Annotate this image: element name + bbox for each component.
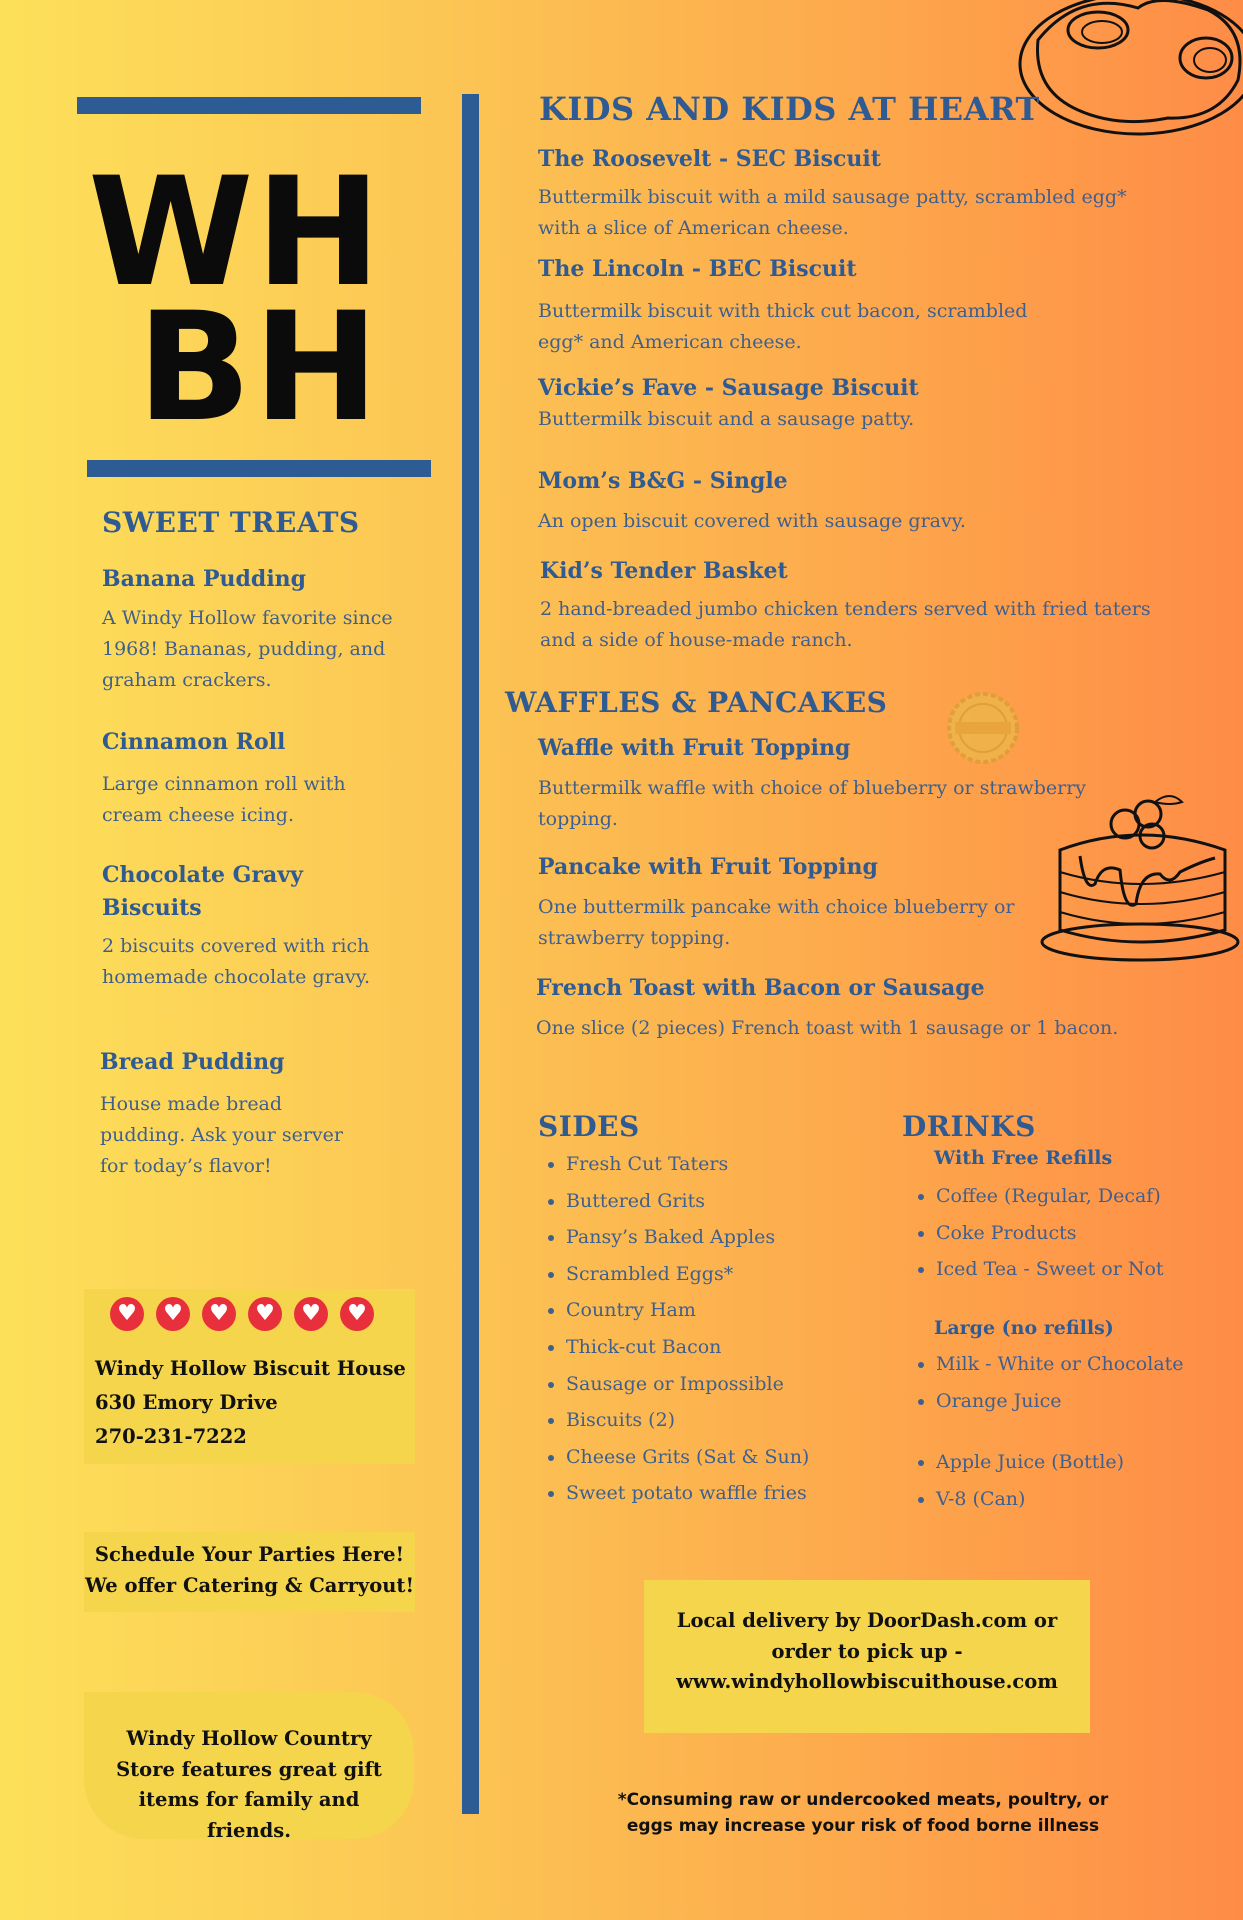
logo-line-1: WH bbox=[88, 146, 383, 320]
drinks-title: DRINKS bbox=[902, 1110, 1036, 1143]
list-item: • Sweet potato waffle fries bbox=[566, 1475, 809, 1512]
business-phone: 270-231-7222 bbox=[95, 1425, 247, 1448]
item-name: Cinnamon Roll bbox=[102, 729, 286, 755]
list-item: • V-8 (Can) bbox=[936, 1481, 1124, 1518]
heart-icon: ♥ bbox=[294, 1297, 328, 1331]
list-item: • Orange Juice bbox=[936, 1383, 1184, 1420]
large-list bbox=[910, 1346, 1184, 1419]
item-desc: House made bread pudding. Ask your server for today’s flavor! bbox=[100, 1093, 343, 1177]
sweet-item-1 bbox=[102, 566, 422, 696]
list-item: • Iced Tea - Sweet or Not bbox=[936, 1251, 1164, 1288]
vertical-divider bbox=[462, 94, 479, 1814]
parties-line-1: Schedule Your Parties Here! bbox=[94, 1543, 405, 1566]
sweet-item-4 bbox=[100, 1049, 370, 1182]
egg-plate-icon bbox=[1018, 0, 1243, 140]
waffle-item-3 bbox=[536, 975, 1176, 1044]
item-name: Vickie’s Fave - Sausage Biscuit bbox=[538, 375, 919, 401]
item-name: The Roosevelt - SEC Biscuit bbox=[538, 146, 881, 172]
bottled-list bbox=[910, 1444, 1124, 1517]
list-item: • Thick-cut Bacon bbox=[566, 1329, 809, 1366]
hearts-row bbox=[110, 1297, 386, 1331]
list-item: • Biscuits (2) bbox=[566, 1402, 809, 1439]
logo-bottom-bar bbox=[87, 460, 431, 477]
item-desc: 2 biscuits covered with rich homemade chocolate gravy. bbox=[102, 935, 371, 988]
sweet-item-2 bbox=[102, 729, 402, 831]
disclaimer-text: *Consuming raw or undercooked meats, poultry, or eggs may increase your risk of food borne illness bbox=[617, 1790, 1109, 1836]
refills-label: With Free Refills bbox=[934, 1147, 1113, 1169]
item-desc: An open biscuit covered with sausage gravy. bbox=[538, 510, 966, 532]
contact-info bbox=[95, 1352, 406, 1454]
kids-item-5 bbox=[540, 558, 1160, 656]
list-item: • Buttered Grits bbox=[566, 1183, 809, 1220]
item-desc: Buttermilk biscuit with thick cut bacon, scrambled egg* and American cheese. bbox=[538, 300, 1028, 353]
heart-icon: ♥ bbox=[340, 1297, 374, 1331]
item-desc: One buttermilk pancake with choice blueberry or strawberry topping. bbox=[538, 896, 1015, 949]
list-item: • Scrambled Eggs* bbox=[566, 1256, 809, 1293]
list-item: • Fresh Cut Taters bbox=[566, 1146, 809, 1183]
item-name: Pancake with Fruit Topping bbox=[538, 854, 878, 880]
large-label: Large (no refills) bbox=[934, 1317, 1114, 1339]
item-desc: Large cinnamon roll with cream cheese icing. bbox=[102, 773, 346, 826]
sweet-treats-title: SWEET TREATS bbox=[102, 506, 360, 539]
list-item: • Apple Juice (Bottle) bbox=[936, 1444, 1124, 1481]
kids-item-2 bbox=[538, 256, 1058, 358]
kids-item-1 bbox=[538, 146, 1138, 244]
waffle-item-1 bbox=[538, 735, 1098, 835]
kids-title: KIDS AND KIDS AT HEART bbox=[539, 90, 1040, 128]
parties-box bbox=[84, 1532, 415, 1612]
item-name: The Lincoln - BEC Biscuit bbox=[538, 256, 857, 282]
list-item: • Cheese Grits (Sat & Sun) bbox=[566, 1439, 809, 1476]
item-name: Bread Pudding bbox=[100, 1049, 285, 1075]
food-disclaimer bbox=[598, 1787, 1128, 1839]
heart-icon: ♥ bbox=[110, 1297, 144, 1331]
item-name: Kid’s Tender Basket bbox=[540, 558, 788, 584]
sides-title: SIDES bbox=[538, 1110, 640, 1143]
business-name: Windy Hollow Biscuit House bbox=[95, 1357, 406, 1380]
item-name: Waffle with Fruit Topping bbox=[538, 735, 851, 761]
list-item: • Sausage or Impossible bbox=[566, 1366, 809, 1403]
delivery-text: Local delivery by DoorDash.com or order to pick up - www.windyhollowbiscuithouse.com bbox=[676, 1609, 1058, 1693]
item-desc: Buttermilk waffle with choice of blueberry or strawberry topping. bbox=[538, 777, 1087, 830]
heart-icon: ♥ bbox=[156, 1297, 190, 1331]
sides-list bbox=[540, 1146, 809, 1512]
delivery-box bbox=[644, 1580, 1090, 1733]
sweet-item-3 bbox=[102, 859, 372, 993]
item-name: Banana Pudding bbox=[102, 566, 307, 592]
list-item: • Coffee (Regular, Decaf) bbox=[936, 1178, 1164, 1215]
logo-line-2: BH bbox=[137, 281, 381, 455]
item-name: French Toast with Bacon or Sausage bbox=[536, 975, 985, 1001]
waffles-title: WAFFLES & PANCAKES bbox=[505, 686, 888, 719]
list-item: • Country Ham bbox=[566, 1292, 809, 1329]
item-desc: Buttermilk biscuit and a sausage patty. bbox=[538, 408, 915, 430]
item-desc: One slice (2 pieces) French toast with 1 sausage or 1 bacon. bbox=[536, 1017, 1119, 1039]
store-text: Windy Hollow Country Store features great gift items for family and friends. bbox=[116, 1727, 382, 1842]
item-desc: A Windy Hollow favorite since 1968! Bananas, pudding, and graham crackers. bbox=[102, 607, 393, 691]
business-address: 630 Emory Drive bbox=[95, 1391, 278, 1414]
list-item: • Milk - White or Chocolate bbox=[936, 1346, 1184, 1383]
list-item: • Coke Products bbox=[936, 1215, 1164, 1252]
heart-icon: ♥ bbox=[248, 1297, 282, 1331]
waffle-item-2 bbox=[538, 854, 1038, 954]
list-item: • Pansy’s Baked Apples bbox=[566, 1219, 809, 1256]
parties-line-2: We offer Catering & Carryout! bbox=[84, 1573, 414, 1597]
item-desc: Buttermilk biscuit with a mild sausage patty, scrambled egg* with a slice of American cheese. bbox=[538, 186, 1127, 239]
store-box bbox=[84, 1692, 414, 1842]
kids-item-4 bbox=[538, 468, 1138, 537]
kids-item-3 bbox=[538, 375, 1138, 435]
refills-list bbox=[910, 1178, 1164, 1288]
item-name: Mom’s B&G - Single bbox=[538, 468, 788, 494]
item-name: Chocolate Gravy Biscuits bbox=[102, 862, 303, 921]
logo-top-bar bbox=[77, 97, 421, 114]
heart-icon: ♥ bbox=[202, 1297, 236, 1331]
item-desc: 2 hand-breaded jumbo chicken tenders served with fried taters and a side of house-made ranch. bbox=[540, 598, 1151, 651]
